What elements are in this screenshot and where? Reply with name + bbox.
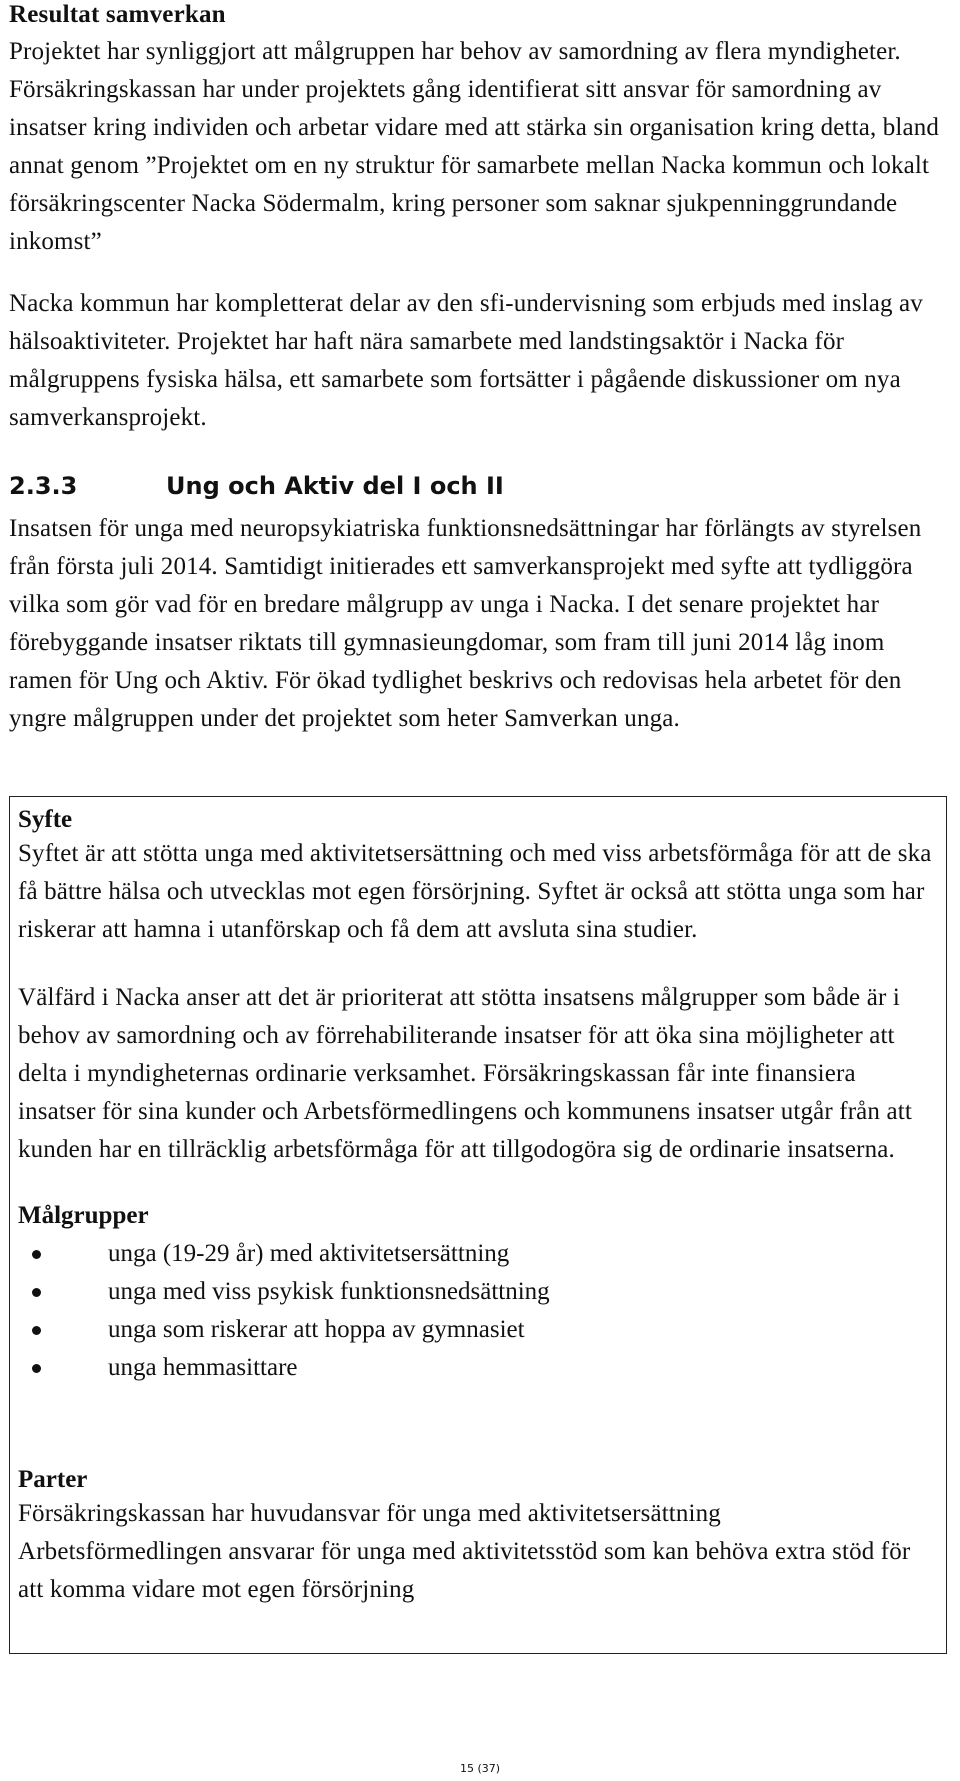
list-item-text: unga med viss psykisk funktionsnedsättning — [108, 1278, 550, 1305]
malgrupper-heading: Målgrupper — [18, 1202, 149, 1229]
list-item-text: unga som riskerar att hoppa av gymnasiet — [108, 1316, 525, 1343]
section-number: 2.3.3 — [9, 472, 78, 500]
syfte-paragraph-2: Välfärd i Nacka anser att det är prioriterat att stötta insatsens målgrupper som både är i behov av samordning och av förrehabiliterande insatser för att öka sina möjligheter att delta i myndigheternas ordinarie verksamhet. Försäkringskassan får inte finansiera insatser för sina kunder och Arbetsförmedlingens och kommunens insatser utgår från att kunden har en tillräcklig arbetsförmåga för att tillgodogöra sig de ordinarie insatserna. — [18, 984, 912, 1163]
section-title: Ung och Aktiv del I och II — [166, 472, 504, 500]
bullet-icon — [32, 1326, 41, 1335]
list-item — [18, 1273, 938, 1311]
parter-heading: Parter — [18, 1466, 88, 1493]
list-item — [18, 1235, 938, 1273]
list-item-text: unga hemmasittare — [108, 1354, 298, 1381]
malgrupper-list — [18, 1235, 938, 1387]
bullet-icon — [32, 1250, 41, 1259]
info-box — [9, 796, 947, 1654]
syfte-paragraph-1: Syftet är att stötta unga med aktivitetsersättning och med viss arbetsförmåga för att de ska få bättre hälsa och utvecklas mot egen försörjning. Syftet är också att stötta unga som har riskerar att hamna i utanförskap och få dem att avsluta sina studier. — [18, 840, 932, 943]
bullet-icon — [32, 1288, 41, 1297]
section-paragraph: Insatsen för unga med neuropsykiatriska funktionsnedsättningar har förlängts av styrelsen från första juli 2014. Samtidigt initierades ett samverkansprojekt med syfte att tydliggöra vilka som gör vad för en bredare målgrupp av unga i Nacka. I det senare projektet har förebyggande insatser riktats till gymnasieungdomar, som fram till juni 2014 låg inom ramen för Ung och Aktiv. För ökad tydlighet beskrivs och redovisas hela arbetet för den yngre målgruppen under det projektet som heter Samverkan unga. — [9, 515, 922, 732]
list-item — [18, 1311, 938, 1349]
resultat-paragraph-1: Projektet har synliggjort att målgruppen har behov av samordning av flera myndigheter. Försäkringskassan har under projektets gång identifierat sitt ansvar för samordning av insatser kring individen och arbetar vidare med att stärka sin organisation kring detta, bland annat genom ”Projektet om en ny struktur för samarbete mellan Nacka kommun och lokalt försäkringscenter Nacka Södermalm, kring personer som saknar sjukpenninggrundande inkomst” — [9, 38, 940, 255]
syfte-heading: Syfte — [18, 806, 73, 833]
resultat-heading: Resultat samverkan — [9, 1, 226, 28]
list-item-text: unga (19-29 år) med aktivitetsersättning — [108, 1240, 510, 1267]
parter-line-1: Försäkringskassan har huvudansvar för unga med aktivitetsersättning — [18, 1500, 721, 1527]
parter-line-2: Arbetsförmedlingen ansvarar för unga med aktivitetsstöd som kan behöva extra stöd för att komma vidare mot egen försörjning — [18, 1538, 911, 1603]
page-number: 15 (37) — [459, 1762, 501, 1775]
list-item — [18, 1349, 938, 1387]
bullet-icon — [32, 1364, 41, 1373]
resultat-paragraph-2: Nacka kommun har kompletterat delar av den sfi-undervisning som erbjuds med inslag av hälsoaktiviteter. Projektet har haft nära samarbete med landstingsaktör i Nacka för målgruppens fysiska hälsa, ett samarbete som fortsätter i pågående diskussioner om nya samverkansprojekt. — [9, 290, 923, 431]
